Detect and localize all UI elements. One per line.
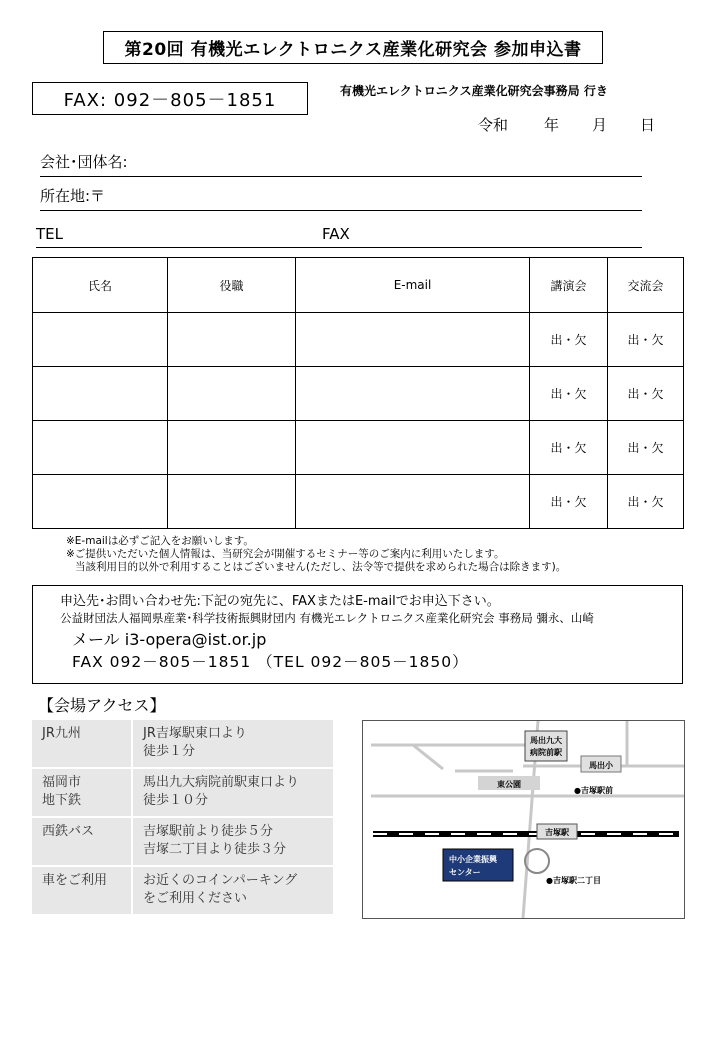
company-label: 会社･団体名: [40, 153, 128, 171]
tel-label: TEL [36, 225, 63, 243]
email-cell[interactable] [296, 421, 530, 475]
table-row [32, 720, 333, 769]
email-cell[interactable] [296, 475, 530, 529]
table-row [33, 421, 684, 475]
access-table [32, 720, 333, 916]
page-title: 第20回 有機光エレクトロニクス産業化研究会 参加申込書 [103, 31, 603, 64]
lecture-attendance[interactable]: 出・欠 [530, 475, 608, 529]
name-cell[interactable] [33, 313, 168, 367]
svg-text:センター: センター [449, 868, 481, 877]
access-mode: JR九州 [32, 720, 133, 769]
position-cell[interactable] [168, 313, 296, 367]
name-cell[interactable] [33, 367, 168, 421]
access-directions: お近くのコインパーキング をご利用ください [133, 867, 333, 916]
table-row [33, 313, 684, 367]
access-map [362, 720, 685, 919]
date-era: 令和 [478, 116, 509, 134]
social-attendance[interactable]: 出・欠 [608, 367, 684, 421]
svg-text:中小企業振興: 中小企業振興 [449, 855, 497, 864]
yoshizuka-station [537, 824, 577, 839]
table-row [33, 367, 684, 421]
bus-stop-yoshizuka-2chome: ●吉塚駅二丁目 [546, 876, 601, 885]
lecture-attendance[interactable]: 出・欠 [530, 367, 608, 421]
svg-text:吉塚駅: 吉塚駅 [545, 828, 569, 837]
tel-fax-field[interactable] [36, 223, 642, 248]
name-cell[interactable] [33, 475, 168, 529]
position-cell[interactable] [168, 367, 296, 421]
svg-text:馬出小: 馬出小 [589, 761, 613, 770]
access-directions: JR吉塚駅東口より 徒歩１分 [133, 720, 333, 769]
header-email: E-mail [296, 258, 530, 313]
lecture-attendance[interactable]: 出・欠 [530, 421, 608, 475]
date-month: 月 [592, 116, 608, 134]
railway [373, 831, 679, 837]
note-email: ※E-mailは必ずご記入をお願いします。 [66, 535, 254, 547]
contact-fax-tel: FAX 092－805－1851 （TEL 092－805－1850） [72, 653, 469, 671]
access-directions: 馬出九大病院前駅東口より 徒歩１０分 [133, 769, 333, 818]
lecture-attendance[interactable]: 出・欠 [530, 313, 608, 367]
header-lecture: 講演会 [530, 258, 608, 313]
notes [66, 535, 566, 574]
note-privacy: ※ご提供いただいた個人情報は、当研究会が開催するセミナー等のご案内に利用いたします。 [66, 548, 505, 560]
access-mode: 車をご利用 [32, 867, 133, 916]
social-attendance[interactable]: 出・欠 [608, 475, 684, 529]
svg-text:馬出九大: 馬出九大 [530, 736, 562, 745]
social-attendance[interactable]: 出・欠 [608, 313, 684, 367]
header-name: 氏名 [33, 258, 168, 313]
higashi-park [478, 776, 540, 790]
header-social: 交流会 [608, 258, 684, 313]
fax-number-box: FAX: 092－805－1851 [32, 82, 308, 115]
fax-label: FAX [322, 225, 350, 243]
contact-org: 公益財団法人福岡県産業･科学技術振興財団内 有機光エレクトロニクス産業化研究会 事務局 彌永、山崎 [60, 611, 594, 625]
access-mode: 福岡市 地下鉄 [32, 769, 133, 818]
name-cell[interactable] [33, 421, 168, 475]
access-title: 【会場アクセス】 [38, 696, 166, 715]
table-row [32, 769, 333, 818]
access-mode: 西鉄バス [32, 818, 133, 867]
maidashi-school [581, 756, 621, 772]
note-privacy-detail: 当該利用目的以外で利用することはございません(ただし、法令等で提供を求められた場合は除きます)。 [75, 561, 567, 573]
address-field[interactable] [40, 186, 642, 211]
contact-email[interactable]: メール i3-opera@ist.or.jp [72, 630, 267, 649]
address-label: 所在地:〒 [40, 187, 106, 205]
date-year: 年 [544, 116, 560, 134]
table-row [33, 475, 684, 529]
date-day: 日 [640, 116, 656, 134]
company-field[interactable] [40, 152, 642, 177]
table-row [32, 818, 333, 867]
registration-table [32, 257, 684, 529]
position-cell[interactable] [168, 475, 296, 529]
table-row [32, 867, 333, 916]
access-directions: 吉塚駅前より徒歩５分 吉塚二丁目より徒歩３分 [133, 818, 333, 867]
position-cell[interactable] [168, 421, 296, 475]
svg-text:病院前駅: 病院前駅 [530, 748, 562, 757]
email-cell[interactable] [296, 313, 530, 367]
maidashi-kyudai-station [525, 731, 567, 761]
svg-text:東公園: 東公園 [497, 780, 521, 789]
bus-stop-yoshizuka-ekimae: ●吉塚駅前 [574, 786, 613, 795]
header-position: 役職 [168, 258, 296, 313]
contact-intro: 申込先･お問い合わせ先:下記の宛先に、FAXまたはE-mailでお申込下さい。 [60, 594, 500, 609]
destination-label: 有機光エレクトロニクス産業化研究会事務局 行き [340, 84, 608, 98]
social-attendance[interactable]: 出・欠 [608, 421, 684, 475]
venue [443, 849, 513, 881]
table-header-row [33, 258, 684, 313]
email-cell[interactable] [296, 367, 530, 421]
